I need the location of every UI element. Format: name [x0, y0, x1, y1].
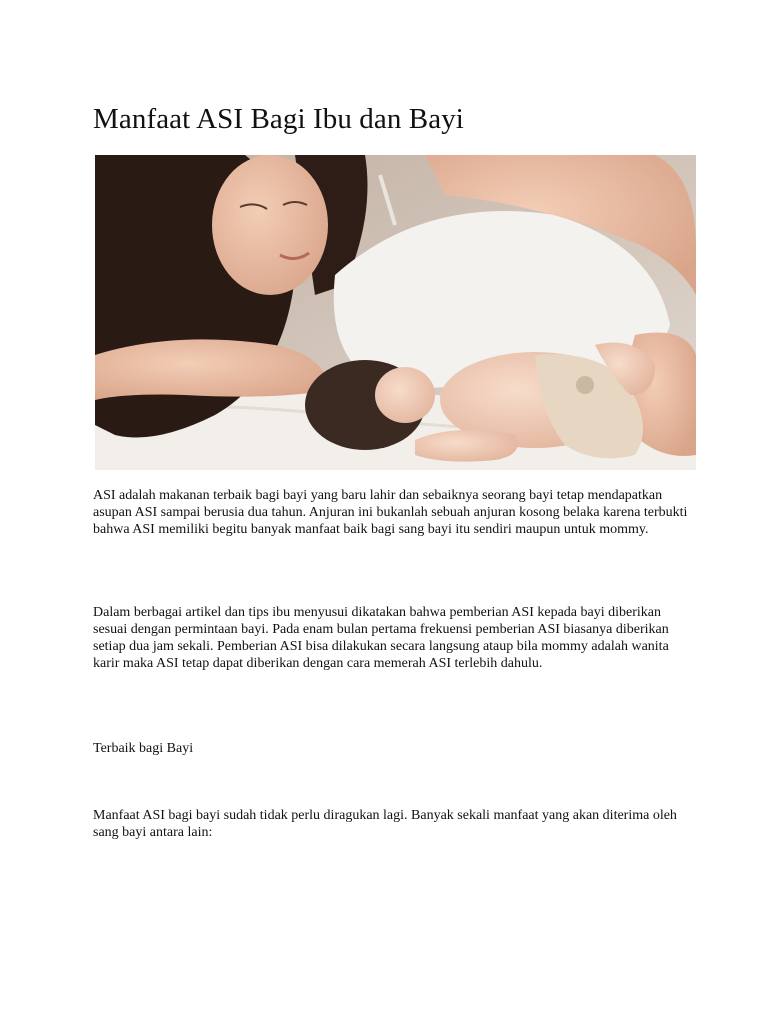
paragraph-benefits: Manfaat ASI bagi bayi sudah tidak perlu diragukan lagi. Banyak sekali manfaat yang akan diterima oleh sang bayi antara lain: — [93, 808, 677, 840]
paragraph-frequency: Dalam berbagai artikel dan tips ibu menyusui dikatakan bahwa pemberian ASI kepada bayi diberikan sesuai dengan permintaan bayi. Pada enam bulan pertama frekuensi pemberian ASI biasanya diberikan setiap dua jam sekali. Pemberian ASI bisa dilakukan secara langsung ataup bila mommy adalah wanita karir maka ASI tetap dapat diberikan dengan cara memerah ASI terlebih dahulu. — [93, 605, 669, 671]
section-heading: Terbaik bagi Bayi — [93, 741, 194, 756]
photo-mother-breastfeeding-baby-icon — [95, 155, 696, 470]
page-title: Manfaat ASI Bagi Ibu dan Bayi — [93, 103, 464, 135]
paragraph-intro: ASI adalah makanan terbaik bagi bayi yang baru lahir dan sebaiknya seorang bayi tetap mendapatkan asupan ASI sampai berusia dua tahun. Anjuran ini bukanlah sebuah anjuran kosong belaka karena terbukti bahwa ASI memiliki begitu banyak manfaat baik bagi sang bayi itu sendiri maupun untuk mommy. — [93, 488, 688, 537]
article-photo — [95, 155, 696, 470]
